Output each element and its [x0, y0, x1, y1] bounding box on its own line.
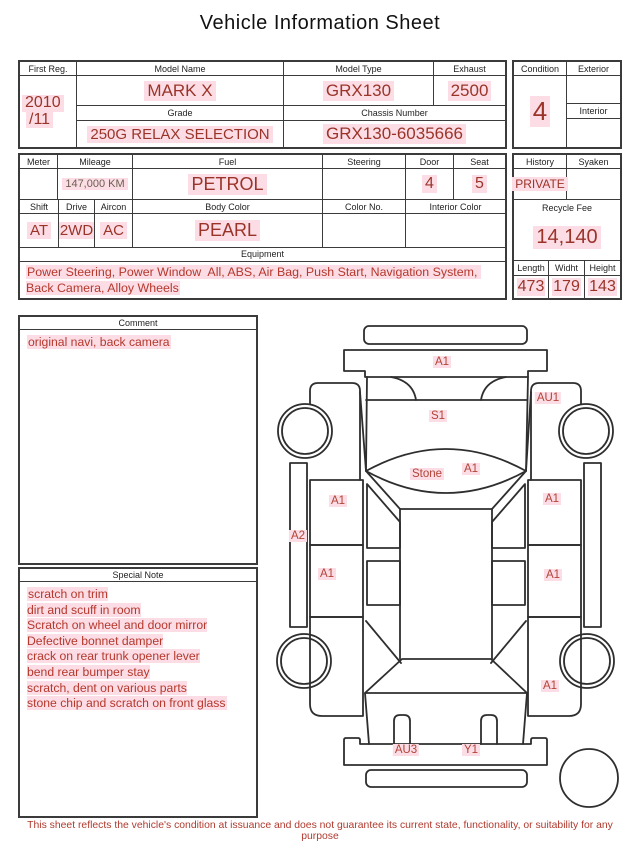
meter-value: [20, 169, 58, 199]
damage-code-label: A1: [544, 493, 560, 505]
damage-code-label: A1: [545, 569, 561, 581]
condition-header: Condition: [514, 62, 567, 76]
width-header: Widht: [549, 261, 585, 276]
width-value: 179: [549, 276, 585, 298]
drive-header: Drive: [59, 200, 95, 214]
page-title: Vehicle Information Sheet: [199, 12, 441, 34]
special-note-text: scratch on trim dirt and scuff in room Scratch on wheel and door mirror Defective bonnet damper crack on rear trunk opener lever bend rear bumper stay scratch, dent on various parts stone chip and scratch on front glass: [27, 587, 226, 711]
damage-code-label: AU3: [394, 744, 418, 756]
history-box: [512, 153, 622, 300]
aircon-value: AC: [95, 214, 133, 246]
interior-color-value: [406, 214, 505, 246]
exterior-value: [567, 76, 620, 104]
fuel-header: Fuel: [133, 155, 323, 169]
first-reg-value: 2010 /11: [20, 76, 77, 147]
vehicle-spec-table: [18, 153, 507, 300]
chassis-number-value: GRX130-6035666: [284, 121, 505, 147]
exhaust-header: Exhaust: [434, 62, 505, 76]
history-header: History: [514, 155, 567, 169]
shift-value: AT: [20, 214, 59, 246]
body-color-header: Body Color: [133, 200, 323, 214]
aircon-header: Aircon: [95, 200, 133, 214]
comment-text: original navi, back camera: [28, 335, 170, 349]
equipment-header: Equipment: [20, 248, 505, 262]
syaken-value: [567, 169, 620, 199]
model-type-header: Model Type: [284, 62, 434, 76]
car-diagram-labels: [270, 310, 640, 810]
steering-value: [323, 169, 406, 199]
damage-code-label: A1: [330, 495, 346, 507]
disclaimer-text: This sheet reflects the vehicle's condition at issuance and does not guarantee its current state, functionality, or suitability for any purpose: [27, 820, 613, 842]
first-reg-header: First Reg.: [20, 62, 77, 76]
interior-value: [567, 119, 620, 147]
door-header: Door: [406, 155, 454, 169]
comment-header: Comment: [20, 317, 256, 330]
mileage-value: 147,000 KM: [58, 169, 133, 199]
color-no-value: [323, 214, 406, 246]
model-type-value: GRX130: [284, 76, 434, 106]
grade-value: 250G RELAX SELECTION: [77, 121, 284, 147]
exterior-header: Exterior: [567, 62, 620, 76]
seat-header: Seat: [454, 155, 505, 169]
height-header: Height: [585, 261, 620, 276]
syaken-header: Syaken: [567, 155, 620, 169]
length-value: 473: [514, 276, 549, 298]
drive-value: 2WD: [59, 214, 95, 246]
fuel-value: PETROL: [133, 169, 323, 199]
shift-header: Shift: [20, 200, 59, 214]
damage-code-label: Y1: [463, 744, 479, 756]
damage-code-label: A1: [542, 680, 558, 692]
mileage-header: Mileage: [58, 155, 133, 169]
damage-code-label: Stone: [411, 468, 443, 480]
recycle-fee-value: 14,140: [514, 215, 620, 260]
chassis-number-header: Chassis Number: [284, 106, 505, 121]
interior-header: Interior: [567, 104, 620, 119]
condition-box: [512, 60, 622, 149]
damage-code-label: S1: [430, 410, 446, 422]
comment-box: [18, 315, 258, 565]
height-value: 143: [589, 278, 616, 295]
special-note-box: [18, 567, 258, 818]
model-name-value: MARK X: [77, 76, 284, 106]
car-diagram: [270, 310, 640, 810]
steering-header: Steering: [323, 155, 406, 169]
damage-code-label: A1: [319, 568, 335, 580]
special-note-header: Special Note: [20, 569, 256, 582]
damage-code-label: A2: [290, 530, 306, 542]
color-no-header: Color No.: [323, 200, 406, 214]
meter-header: Meter: [20, 155, 58, 169]
history-value: PRIVATE: [514, 169, 567, 199]
condition-value: 4: [514, 76, 567, 147]
body-color-value: PEARL: [133, 214, 323, 246]
seat-value: 5: [454, 169, 505, 199]
interior-color-header: Interior Color: [406, 200, 505, 214]
equipment-value: Power Steering, Power Window All, ABS, Air Bag, Push Start, Navigation System, Back Camera, Alloy Wheels: [26, 264, 481, 295]
length-header: Length: [514, 261, 549, 276]
model-name-header: Model Name: [77, 62, 284, 76]
grade-header: Grade: [77, 106, 284, 121]
damage-code-label: A1: [434, 356, 450, 368]
damage-code-label: AU1: [536, 392, 560, 404]
door-value: 4: [406, 169, 454, 199]
exhaust-value: 2500: [434, 76, 505, 106]
damage-code-label: A1: [463, 463, 479, 475]
recycle-fee-header: Recycle Fee: [541, 202, 593, 213]
vehicle-identity-table: [18, 60, 507, 149]
